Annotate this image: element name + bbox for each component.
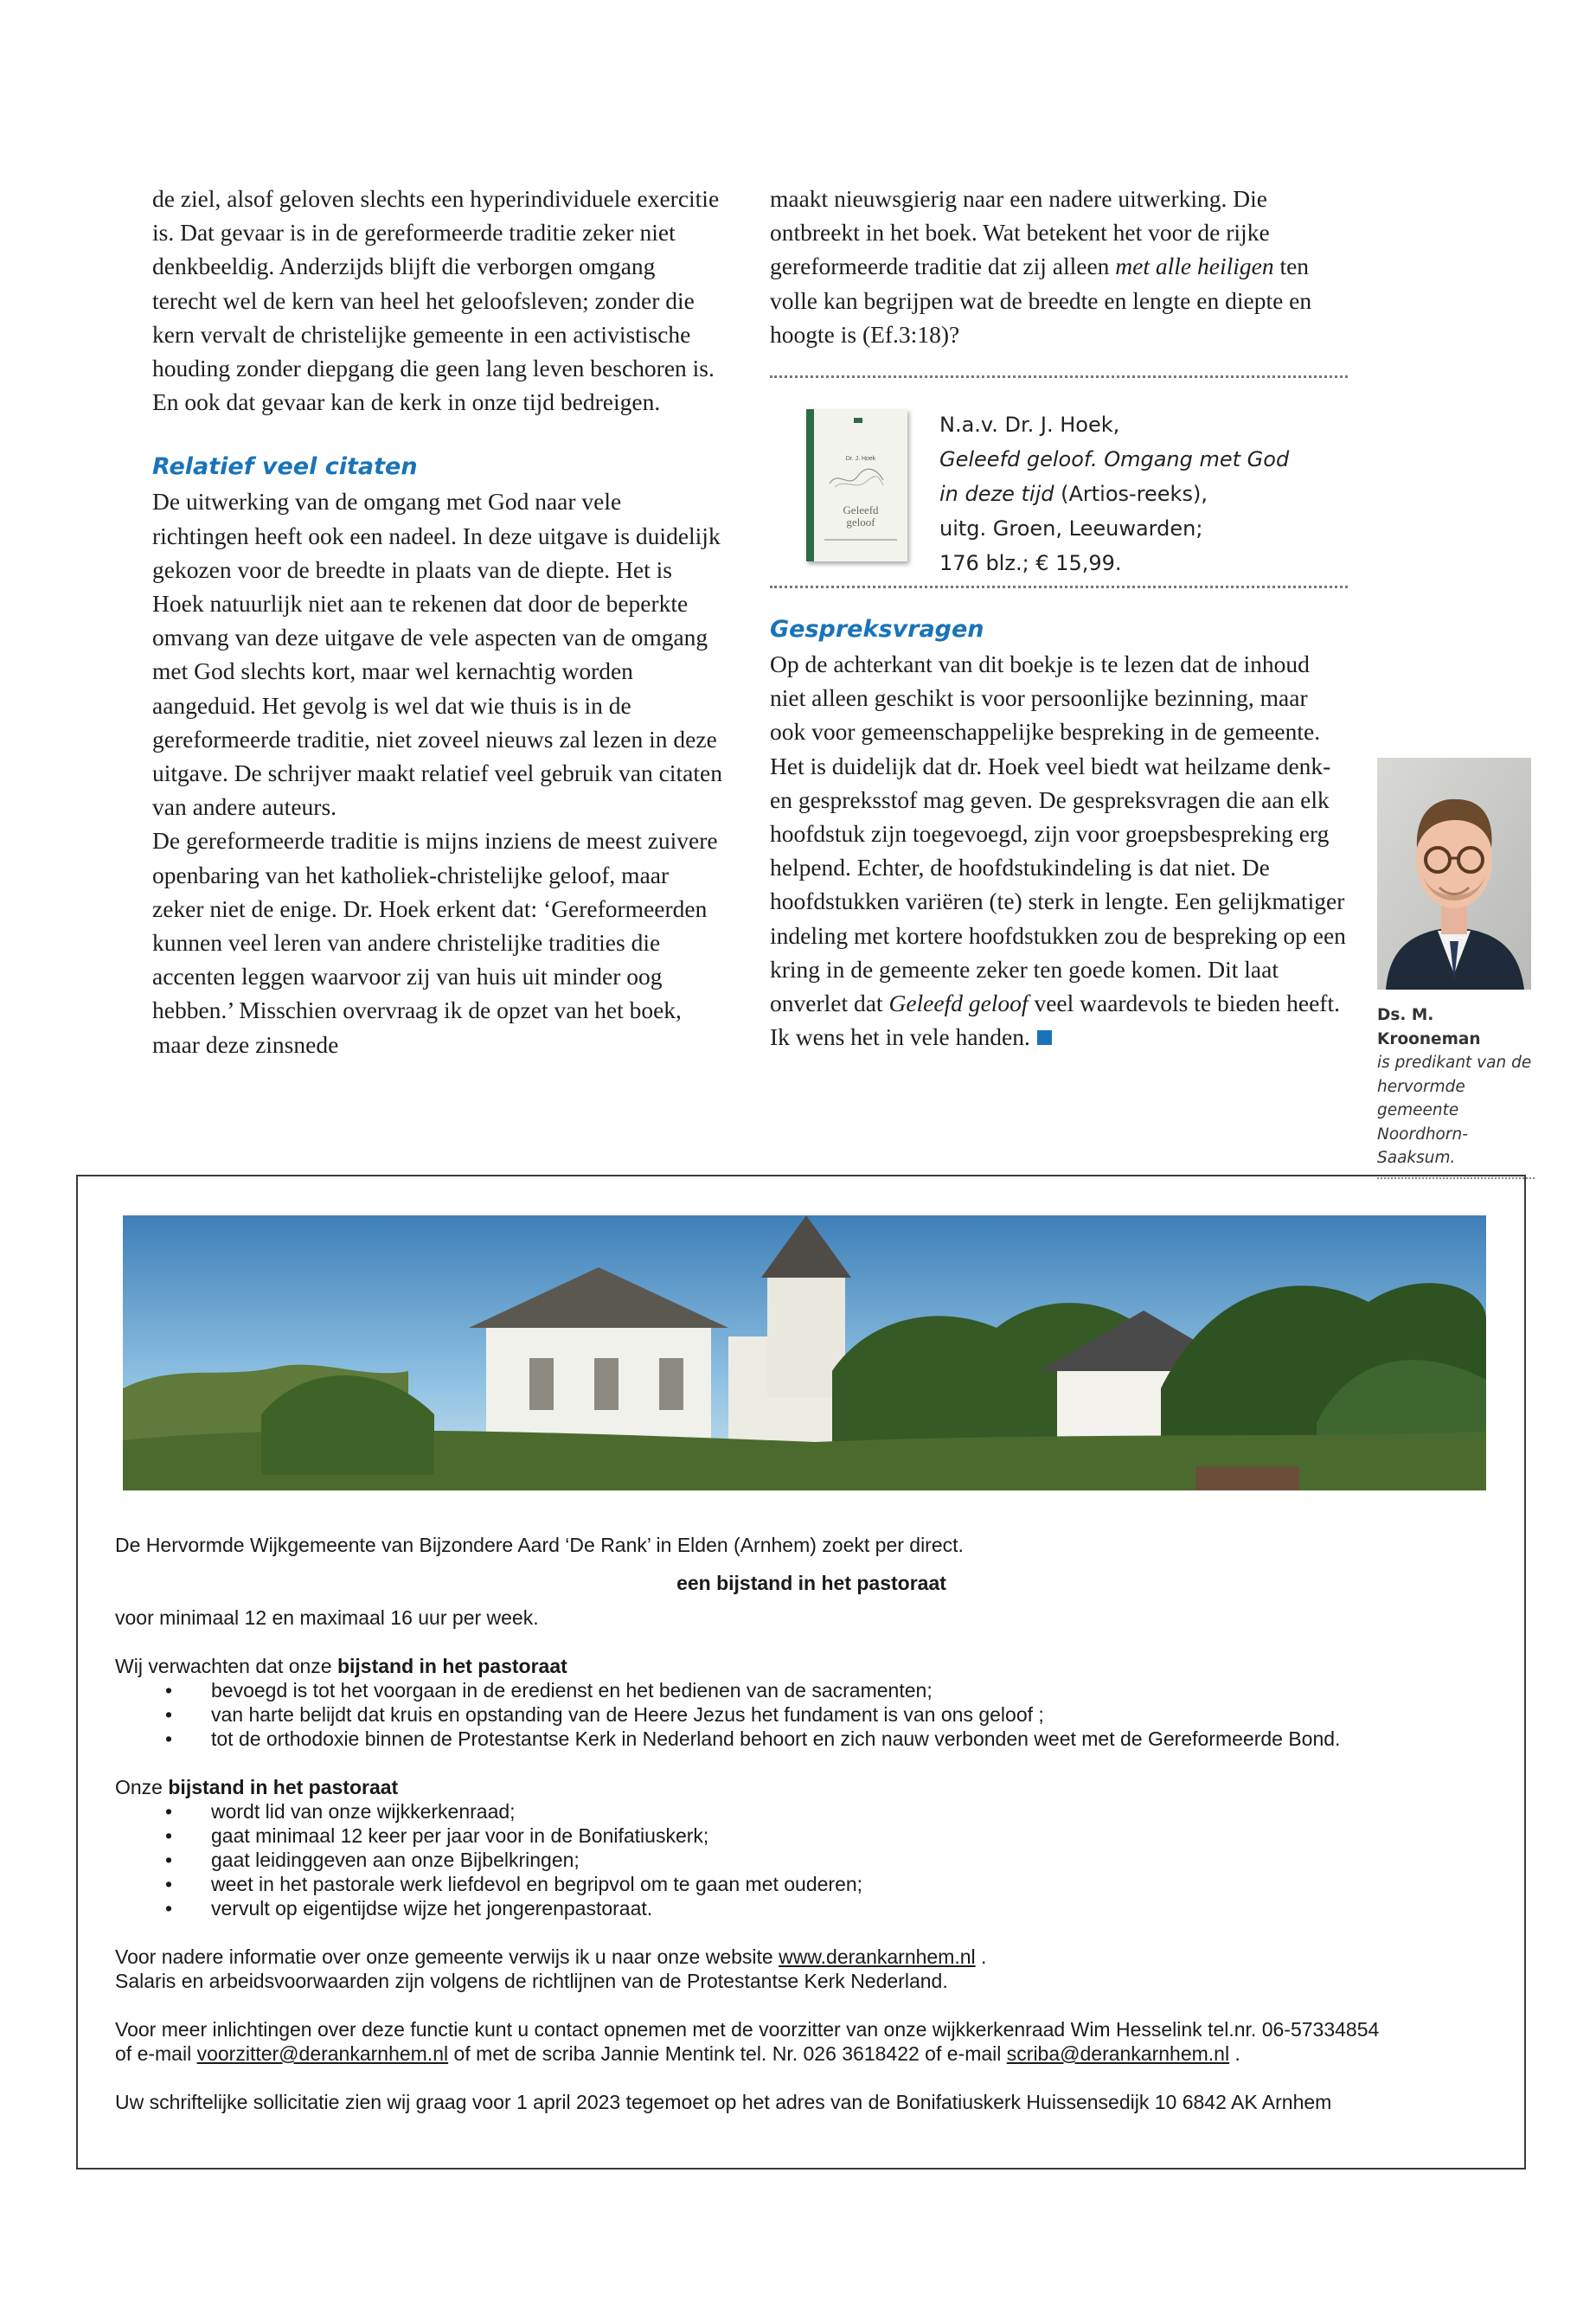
article-paragraph: De uitwerking van de omgang met God naar vele richtingen heeft ook een nadeel. In deze uitgave is duidelijk gekozen voor de breedte in plaats van de diepte. Het is Hoek natuurlijk niet aan te rekenen dat door de beperkte omvang van deze uitgave de vele aspecten van de omgang met God slechts kort, maar wel kernachtig worden aangeduid. Het gevolg is wel dat wie thuis is in de gereformeerde traditie, niet zoveel nieuws zal lezen in deze uitgave. De schrijver maakt relatief veel gebruik van citaten van andere auteurs. xyxy=(152,488,722,821)
vacancy-hours: voor minimaal 12 en maximaal 16 uur per week. xyxy=(115,1606,539,1629)
vacancy-intro: De Hervormde Wijkgemeente van Bijzondere Aard ‘De Rank’ in Elden (Arnhem) zoekt per direct. xyxy=(115,1534,964,1556)
dotted-divider xyxy=(770,375,1348,378)
chair-email-link[interactable]: voorzitter@derankarnhem.nl xyxy=(196,2042,449,2065)
article-left-column xyxy=(152,182,723,1061)
expectations-list xyxy=(115,1678,1508,1751)
book-reference: N.a.v. Dr. J. Hoek, Geleefd geloof. Omgang met God in deze tijd (Artios-reeks), uitg. Groen, Leeuwarden; 176 blz.; € 15,99. xyxy=(939,413,1290,576)
article-paragraph: de ziel, alsof geloven slechts een hyperindividuele exercitie is. Dat gevaar is in de gereformeerde traditie zeker niet denkbeeldig. Anderzijds blijft die verborgen omgang terecht wel de kern van heel het geloofsleven; zonder die kern vervalt de christelijke gemeente in een activistische houding zonder diepgang die geen lang leven beschoren is. En ook dat gevaar kan de kerk in onze tijd bedreigen. xyxy=(152,185,720,416)
vacancy-advertisement xyxy=(76,1175,1526,2170)
article-paragraph: maakt nieuwsgierig naar een nadere uitwerking. Die ontbreekt in het boek. Wat betekent het voor de rijke gereformeerde traditie dat zij alleen met alle heiligen ten volle kan begrijpen wat de breedte en lengte en diepte en hoogte is (Ef.3:18)? xyxy=(770,185,1312,348)
dotted-divider xyxy=(770,586,1348,588)
list-item: • weet in het pastorale werk liefdevol en begripvol om te gaan met ouderen; xyxy=(115,1872,1508,1896)
list-item: • gaat minimaal 12 keer per jaar voor in de Bonifatiuskerk; xyxy=(115,1823,1508,1848)
list-item: • wordt lid van onze wijkkerkenraad; xyxy=(115,1799,1508,1823)
article-right-column xyxy=(770,182,1348,1054)
contact-line: Voor meer inlichtingen over deze functie kunt u contact opnemen met de voorzitter van onze wijkkerkenraad Wim Hesselink tel.nr. 06-57334854 xyxy=(115,2018,1380,2041)
duties-list xyxy=(115,1799,1508,1920)
vacancy-text xyxy=(115,1533,1508,2114)
website-link[interactable]: www.derankarnhem.nl xyxy=(779,1945,976,1968)
info-line: Voor nadere informatie over onze gemeente verwijs ik u naar onze website www.derankarnhem.nl . xyxy=(115,1945,987,1968)
article-paragraph: Op de achterkant van dit boekje is te lezen dat de inhoud niet alleen geschikt is voor persoonlijke bezinning, maar ook voor gemeenschappelijke bespreking in de gemeente. Het is duidelijk dat dr. Hoek veel biedt wat heilzame denk- en gespreksstof mag geven. De gespreksvragen die aan elk hoofdstuk zijn toegevoegd, zijn voor groepsbespreking erg helpend. Echter, de hoofdstukindeling is dat niet. De hoofdstukken variëren (te) sterk in lengte. Een gelijkmatiger indeling met kortere hoofdstukken zou de bespreking op een kring in de gemeente zeker ten goede komen. Dit laat onverlet dat Geleefd geloof veel waardevols te bieden heeft. Ik wens het in vele handen. xyxy=(770,651,1346,1051)
article-paragraph: De gereformeerde traditie is mijns inziens de meest zuivere openbaring van het katholiek-christelijke geloof, maar zeker niet de enige. Dr. Hoek erkent dat: ‘Gereformeerden kunnen veel leren van andere christelijke tradities die accenten leggen waarvoor zij van huis uit minder oog hebben.’ Misschien overvraag ik de opzet van het boek, maar deze zinsnede xyxy=(152,827,718,1058)
book-cover-illustration-icon xyxy=(826,463,887,492)
salary-line: Salaris en arbeidsvoorwaarden zijn volgens de richtlijnen van de Protestantse Kerk Nederland. xyxy=(115,1970,948,1992)
list-item: • bevoegd is tot het voorgaan in de eredienst en het bedienen van de sacramenten; xyxy=(115,1678,1508,1702)
author-caption: Ds. M. Krooneman is predikant van de hervormde gemeente Noordhorn-Saaksum. xyxy=(1377,1003,1535,1179)
list-item: • gaat leidinggeven aan onze Bijbelkringen; xyxy=(115,1848,1508,1872)
duties-heading: Onze bijstand in het pastoraat xyxy=(115,1776,399,1798)
list-item: • tot de orthodoxie binnen de Protestantse Kerk in Nederland behoort en zich nauw verbonden weet met de Gereformeerde Bond. xyxy=(115,1727,1508,1751)
author-photo xyxy=(1377,758,1531,990)
scribe-email-link[interactable]: scriba@derankarnhem.nl xyxy=(1006,2042,1230,2065)
section-heading-citaten: Relatief veel citaten xyxy=(152,453,418,481)
expectations-heading: Wij verwachten dat onze bijstand in het pastoraat xyxy=(115,1655,567,1677)
contact-email-line: of e-mail voorzitter@derankarnhem.nl of met de scriba Jannie Mentink tel. Nr. 026 3618422 of e-mail scriba@derankarnhem.nl . xyxy=(115,2042,1240,2065)
book-cover: Dr. J. Hoek Geleefd geloof xyxy=(806,409,907,561)
book-info-box xyxy=(770,390,1348,586)
church-photo xyxy=(123,1215,1486,1490)
end-mark-icon xyxy=(1037,1030,1052,1045)
list-item: • vervult op eigentijdse wijze het jongerenpastoraat. xyxy=(115,1896,1508,1920)
vacancy-position-title: een bijstand in het pastoraat xyxy=(676,1572,946,1594)
list-item: • van harte belijdt dat kruis en opstanding van de Heere Jezus het fundament is van ons geloof ; xyxy=(115,1702,1508,1727)
section-heading-gespreksvragen: Gespreksvragen xyxy=(770,616,984,644)
application-line: Uw schriftelijke sollicitatie zien wij graag voor 1 april 2023 tegemoet op het adres van de Bonifatiuskerk Huissensedijk 10 6842 AK Arnhem xyxy=(115,2091,1332,2113)
